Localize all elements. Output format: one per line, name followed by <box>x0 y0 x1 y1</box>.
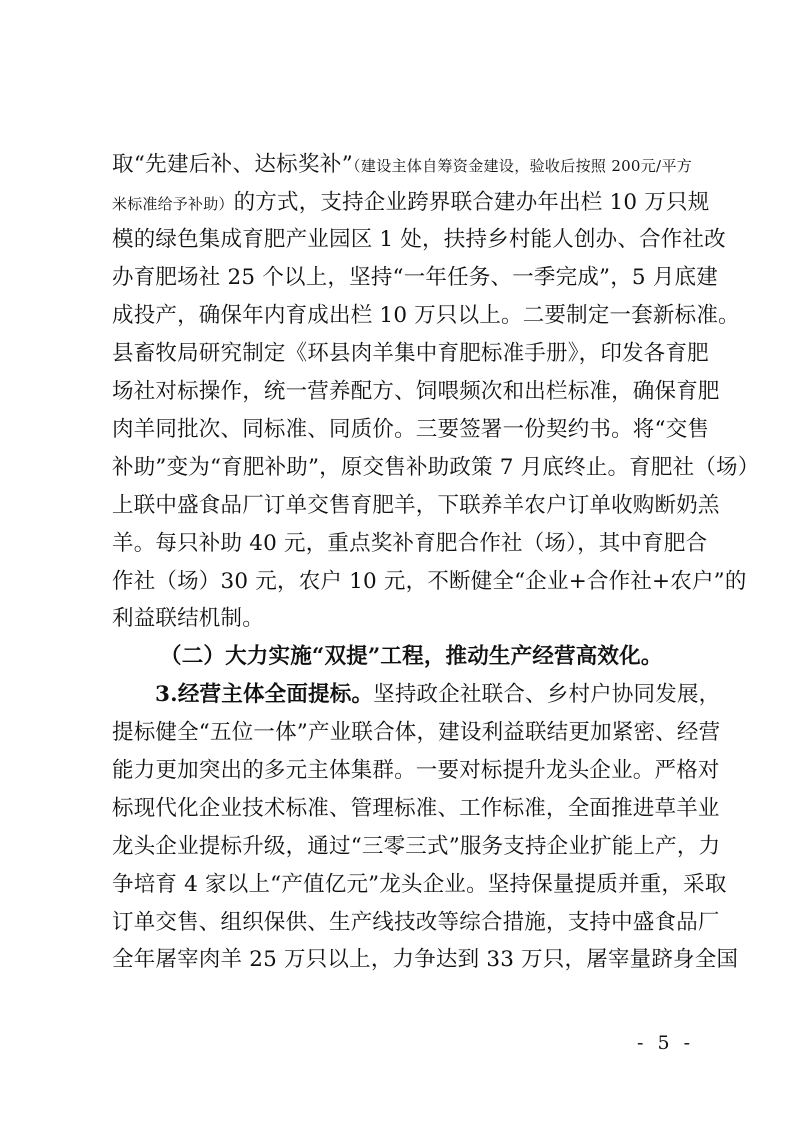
text-line <box>155 680 721 710</box>
text-line: 能力更加突出的多元主体集群。一要对标提升龙头企业。严格对 <box>112 758 720 783</box>
text-line: 争培育 4 家以上“产值亿元”龙头企业。坚持保量提质并重，采取 <box>112 872 727 897</box>
section-heading: （二）大力实施“双提”工程，推动生产经营高效化。 <box>160 644 663 669</box>
text-run-small: 米标准给予补助） <box>112 195 234 213</box>
text-line: 作社（场）30 元，农户 10 元，不断健全“企业+合作社+农户”的 <box>112 569 747 594</box>
text-line: 利益联结机制。 <box>112 606 264 631</box>
subsection-title: 3.经营主体全面提标。 <box>155 682 374 707</box>
text-line: 肉羊同批次、同标准、同质价。三要签署一份契约书。将“交售 <box>112 417 710 442</box>
text-line: 场社对标操作，统一营养配方、饲喂频次和出栏标准，确保育肥 <box>112 379 720 404</box>
text-line <box>112 188 710 218</box>
text-line: 提标健全“五位一体”产业联合体，建设利益联结更加紧密、经营 <box>112 720 721 745</box>
text-line: 县畜牧局研究制定《环县肉羊集中育肥标准手册》，印发各育肥 <box>112 341 709 366</box>
text-run: 取“先建后补、达标奖补” <box>112 152 353 177</box>
text-run: 坚持政企社联合、乡村户协同发展， <box>373 682 721 707</box>
text-line: 上联中盛食品厂订单交售育肥羊，下联养羊农户订单收购断奶羔 <box>112 493 720 518</box>
text-run: 的方式，支持企业跨界联合建办年出栏 10 万只规 <box>233 190 710 215</box>
text-line: 成投产，确保年内育成出栏 10 万只以上。二要制定一套新标准。 <box>112 303 740 328</box>
text-line: 模的绿色集成育肥产业园区 1 处，扶持乡村能人创办、合作社改 <box>112 227 726 252</box>
text-line: 订单交售、组织保供、生产线技改等综合措施，支持中盛食品厂 <box>112 910 720 935</box>
text-run-small: （建设主体自筹资金建设，验收后按照 200元/平方 <box>352 157 692 175</box>
text-line: 标现代化企业技术标准、管理标准、工作标准，全面推进草羊业 <box>112 796 720 821</box>
text-line: 办育肥场社 25 个以上，坚持“一年任务、一季完成”，5 月底建 <box>112 265 718 290</box>
page-number: - 5 - <box>637 1032 695 1054</box>
text-line <box>112 150 692 180</box>
text-line: 补助”变为“育肥补助”，原交售补助政策 7 月底终止。育肥社（场） <box>112 455 760 480</box>
text-line: 羊。每只补助 40 元，重点奖补育肥合作社（场），其中育肥合 <box>112 531 708 556</box>
text-line: 龙头企业提标升级，通过“三零三式”服务支持企业扩能上产，力 <box>112 834 721 859</box>
text-line: 全年屠宰肉羊 25 万只以上，力争达到 33 万只，屠宰量跻身全国 <box>112 947 739 972</box>
